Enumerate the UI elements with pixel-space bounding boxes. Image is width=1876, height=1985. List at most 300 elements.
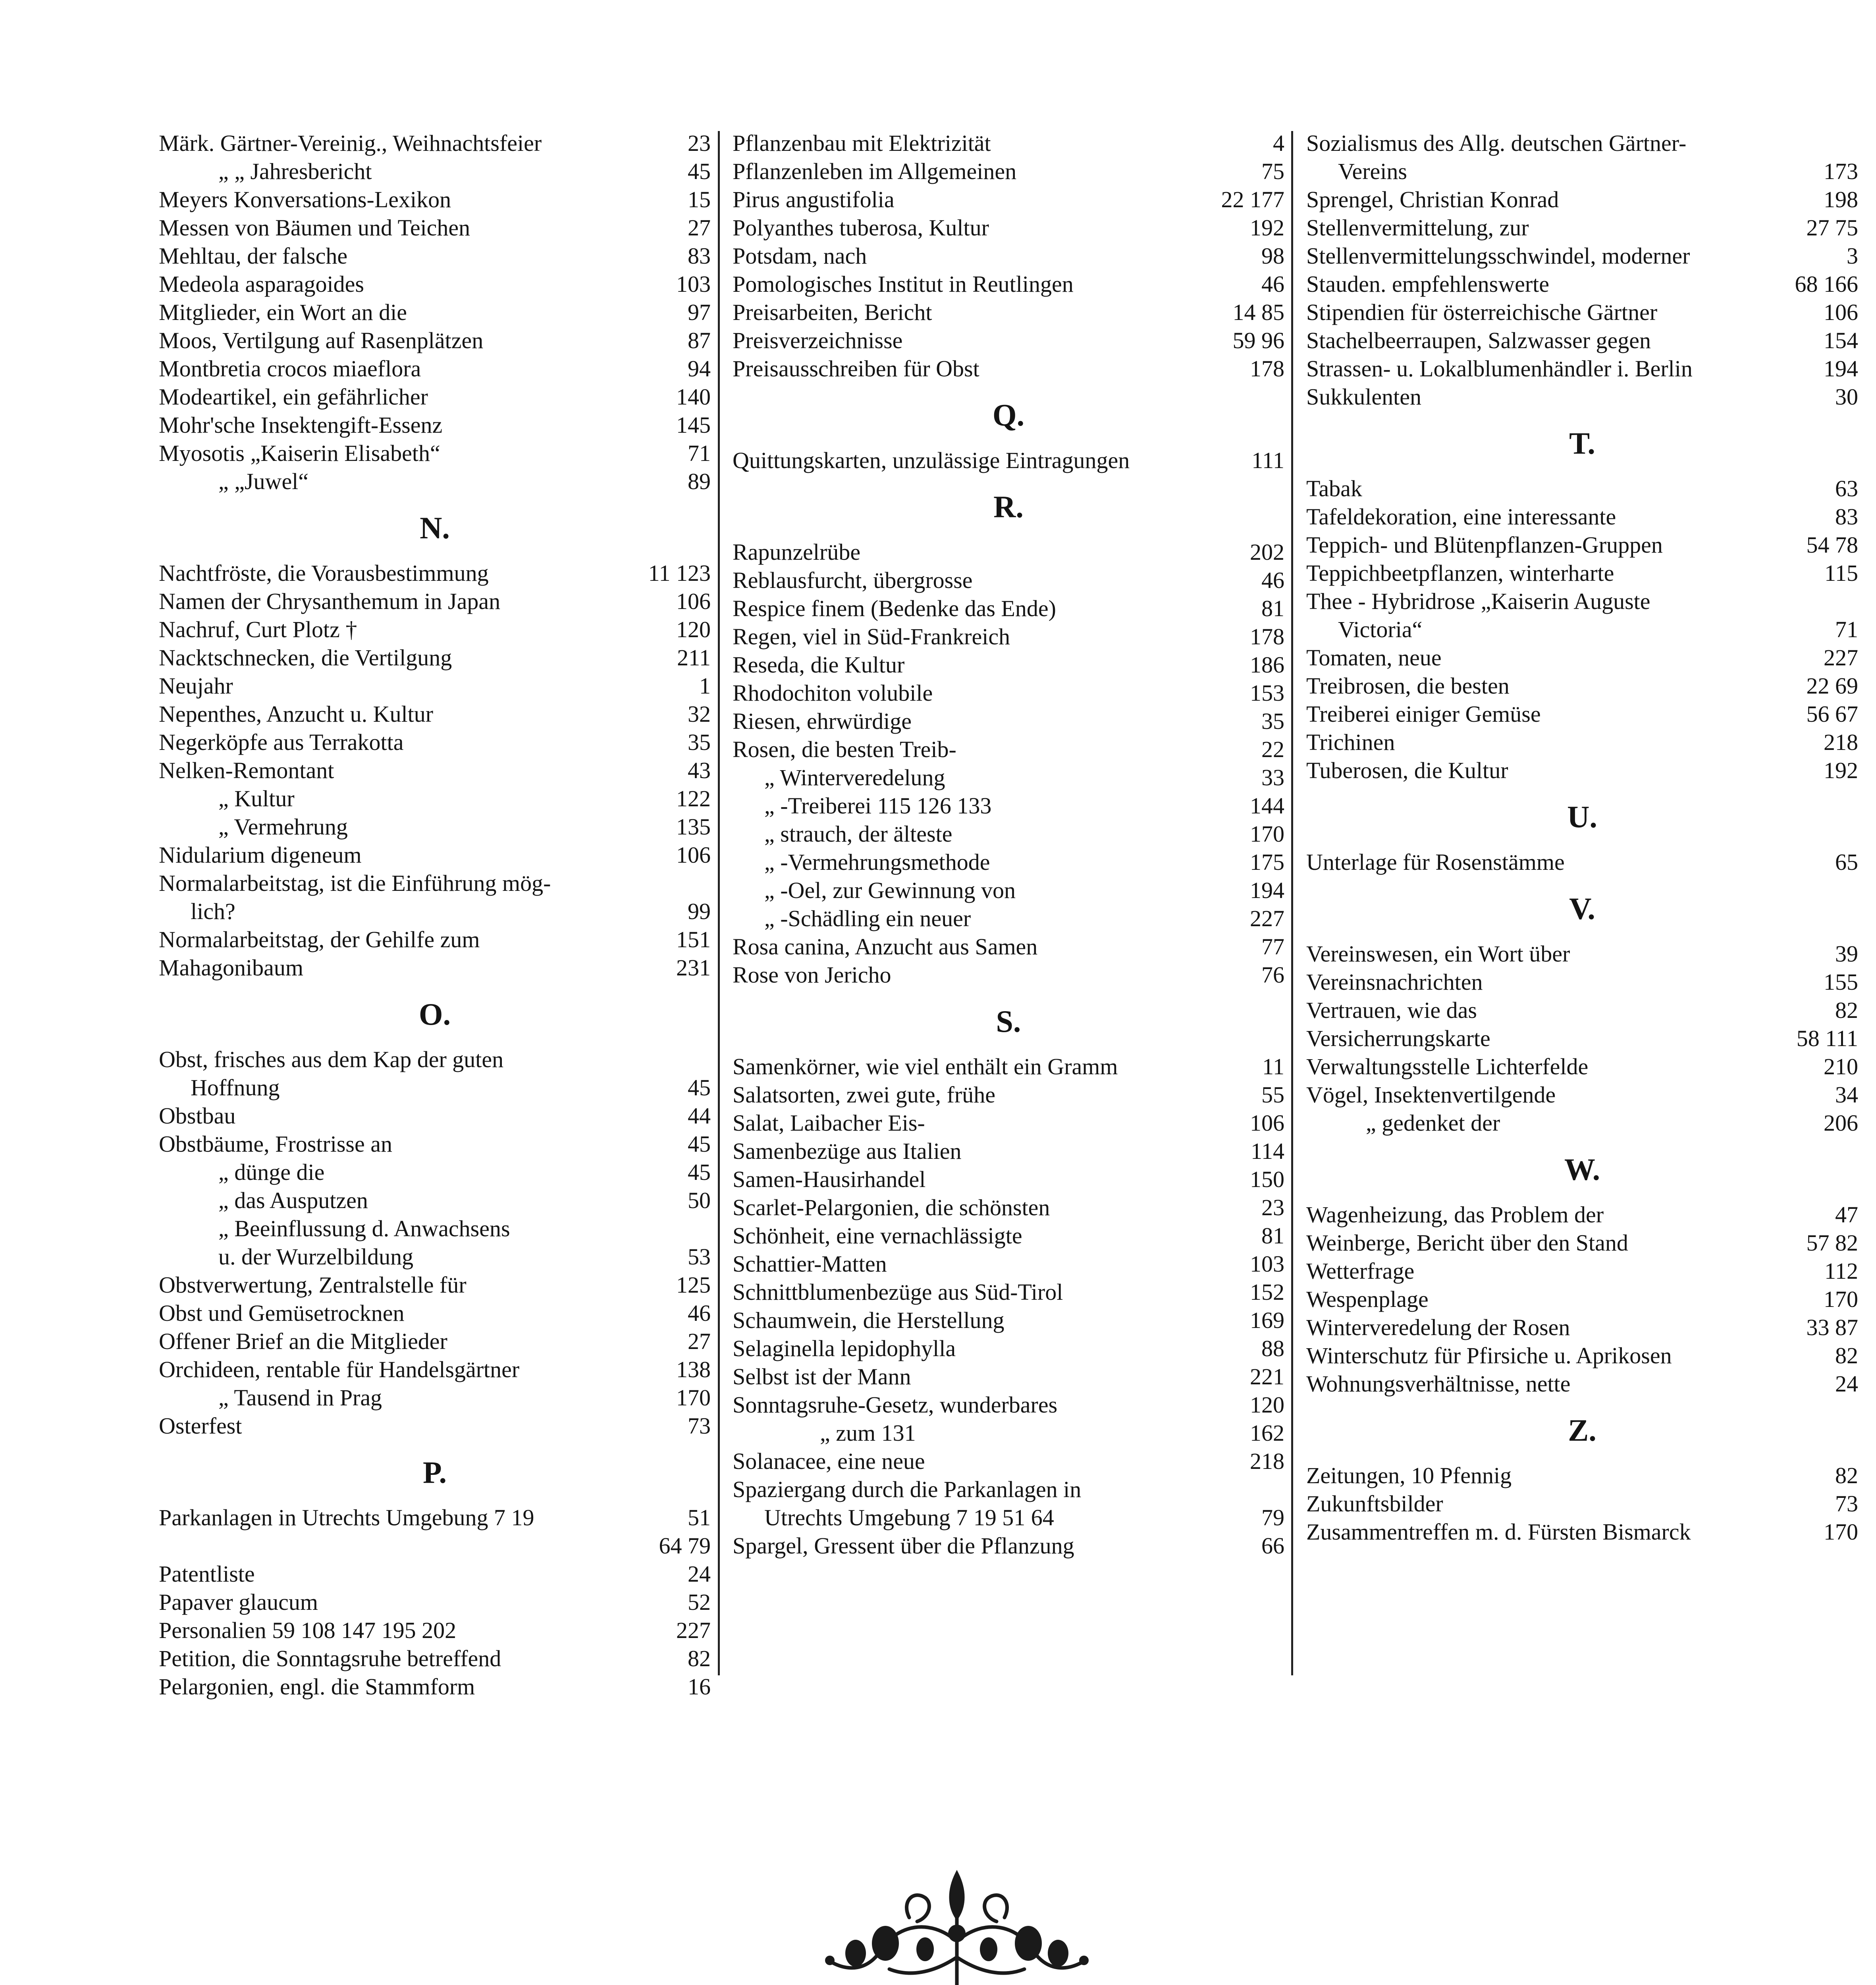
entry-pages: 32 — [688, 701, 711, 727]
index-entry — [1306, 996, 1858, 1024]
index-entry — [733, 904, 1284, 933]
column-divider-1 — [718, 131, 720, 1675]
index-entry — [733, 707, 1284, 735]
index-entry — [733, 1222, 1284, 1250]
entry-title: „ strauch, der älteste — [764, 821, 952, 847]
index-entry — [733, 298, 1284, 326]
entry-pages: 114 — [1251, 1138, 1284, 1164]
entry-pages: 170 — [1824, 1286, 1858, 1312]
index-entry — [1306, 1201, 1858, 1229]
entry-title: Nacktschnecken, die Vertilgung — [159, 645, 452, 671]
index-column-3 — [1306, 129, 1858, 1546]
index-entry — [733, 763, 1284, 792]
entry-title: Samenbezüge aus Italien — [733, 1138, 962, 1164]
index-entry — [159, 1102, 711, 1130]
entry-title: „ Beeinflussung d. Anwachsens — [218, 1216, 510, 1241]
index-entry — [159, 1158, 711, 1186]
entry-title: u. der Wurzelbildung — [218, 1244, 414, 1270]
entry-title: Spaziergang durch die Parkanlagen in — [733, 1476, 1082, 1502]
entry-title: Salat, Laibacher Eis- — [733, 1110, 925, 1136]
index-entry — [733, 1391, 1284, 1419]
entry-pages: 125 — [676, 1272, 711, 1298]
entry-title: Negerköpfe aus Terrakotta — [159, 729, 404, 755]
entry-title: Rosa canina, Anzucht aus Samen — [733, 934, 1038, 960]
entry-pages: 45 — [688, 1075, 711, 1100]
entry-title: Sprengel, Christian Konrad — [1306, 187, 1559, 212]
index-entry — [733, 1193, 1284, 1222]
index-entry — [733, 651, 1284, 679]
entry-title: Nidularium digeneum — [159, 842, 362, 868]
entry-pages: 138 — [676, 1357, 711, 1382]
entry-pages: 103 — [1250, 1251, 1284, 1277]
index-entry — [733, 1532, 1284, 1560]
index-entry — [733, 129, 1284, 157]
entry-title: Pelargonien, engl. die Stammform — [159, 1674, 475, 1700]
entry-pages: 1 — [699, 673, 711, 699]
entry-pages: 23 — [1261, 1195, 1284, 1220]
index-entry — [733, 1475, 1284, 1503]
entry-pages: 83 — [1835, 504, 1858, 530]
index-entry — [733, 792, 1284, 820]
entry-title: Personalien 59 108 147 195 202 — [159, 1617, 457, 1643]
index-entry — [159, 784, 711, 813]
entry-title: Pflanzenleben im Allgemeinen — [733, 158, 1017, 184]
entry-pages: 54 78 — [1806, 532, 1858, 558]
index-entry — [1306, 587, 1858, 615]
entry-title: „ Vermehrung — [218, 814, 348, 840]
entry-title: Obstbau — [159, 1103, 236, 1129]
entry-title: Reblausfurcht, übergrosse — [733, 567, 973, 593]
entry-pages: 33 87 — [1806, 1314, 1858, 1340]
index-entry — [1306, 756, 1858, 784]
entry-pages: 151 — [676, 927, 711, 952]
index-entry — [1306, 531, 1858, 559]
entry-pages: 192 — [1824, 757, 1858, 783]
entry-title: Normalarbeitstag, ist die Einführung mög- — [159, 870, 551, 896]
entry-pages: 106 — [1824, 299, 1858, 325]
index-entry — [159, 1186, 711, 1214]
entry-title: Petition, die Sonntagsruhe betreffend — [159, 1646, 501, 1671]
index-entry — [1306, 1313, 1858, 1341]
index-entry — [159, 1299, 711, 1327]
index-entry — [733, 679, 1284, 707]
index-entry — [733, 848, 1284, 876]
entry-pages: 45 — [688, 158, 711, 184]
entry-pages: 35 — [1261, 708, 1284, 734]
entry-pages: 122 — [676, 786, 711, 811]
entry-title: Quittungskarten, unzulässige Eintragungen — [733, 447, 1130, 473]
floral-ornament-icon — [818, 1858, 1096, 1985]
entry-title: „ Winterveredelung — [764, 765, 945, 790]
index-entry — [733, 242, 1284, 270]
index-entry — [159, 1243, 711, 1271]
index-entry — [733, 1503, 1284, 1532]
entry-pages: 33 — [1261, 765, 1284, 790]
entry-pages: 22 — [1261, 736, 1284, 762]
entry-title: Obst und Gemüsetrocknen — [159, 1300, 405, 1326]
index-entry — [733, 185, 1284, 214]
entry-title: Selaginella lepidophylla — [733, 1336, 956, 1361]
entry-pages: 218 — [1824, 729, 1858, 755]
entry-title: Treiberei einiger Gemüse — [1306, 701, 1541, 727]
entry-title: Papaver glaucum — [159, 1589, 318, 1615]
index-entry — [1306, 185, 1858, 214]
entry-title: „ -Oel, zur Gewinnung von — [764, 877, 1016, 903]
entry-pages: 64 79 — [659, 1533, 711, 1559]
entry-title: Tabak — [1306, 476, 1362, 501]
entry-title: Stauden. empfehlenswerte — [1306, 271, 1550, 297]
index-entry — [159, 587, 711, 615]
entry-pages: 71 — [688, 440, 711, 466]
entry-title: Zusammentreffen m. d. Fürsten Bismarck — [1306, 1519, 1691, 1545]
entry-title: Obst, frisches aus dem Kap der guten — [159, 1046, 504, 1072]
section-heading: V. — [1569, 891, 1595, 926]
index-entry — [159, 1673, 711, 1701]
entry-pages: 3 — [1847, 243, 1858, 269]
index-entry — [159, 1214, 711, 1243]
index-entry — [733, 1419, 1284, 1447]
index-entry — [159, 383, 711, 411]
index-entry — [1306, 129, 1858, 157]
entry-pages: 120 — [676, 617, 711, 642]
entry-pages: 75 — [1261, 158, 1284, 184]
index-entry — [733, 1137, 1284, 1165]
entry-pages: 63 — [1835, 476, 1858, 501]
index-entry — [1306, 728, 1858, 756]
entry-pages: 35 — [688, 729, 711, 755]
index-entry — [1306, 1229, 1858, 1257]
entry-pages: 76 — [1261, 962, 1284, 988]
entry-pages: 206 — [1824, 1110, 1858, 1136]
entry-title: „ -Schädling ein neuer — [764, 906, 971, 931]
index-entry — [733, 1334, 1284, 1363]
entry-pages: 27 — [688, 215, 711, 241]
entry-pages: 57 82 — [1806, 1230, 1858, 1256]
index-entry — [733, 538, 1284, 566]
entry-title: Meyers Konversations-Lexikon — [159, 187, 451, 212]
index-entry — [733, 594, 1284, 622]
entry-pages: 173 — [1824, 158, 1858, 184]
entry-pages: 22 177 — [1221, 187, 1284, 212]
index-entry — [159, 270, 711, 298]
entry-title: Modeartikel, ein gefährlicher — [159, 384, 428, 410]
index-entry — [733, 446, 1284, 474]
index-entry — [159, 1355, 711, 1384]
index-entry — [733, 876, 1284, 904]
index-entry — [159, 644, 711, 672]
index-entry — [1306, 355, 1858, 383]
entry-pages: 22 69 — [1806, 673, 1858, 699]
index-entry — [159, 1588, 711, 1616]
entry-pages: 144 — [1250, 793, 1284, 819]
index-entry — [159, 756, 711, 784]
entry-pages: 152 — [1250, 1279, 1284, 1305]
index-entry — [159, 1532, 711, 1560]
entry-pages: 169 — [1250, 1307, 1284, 1333]
entry-pages: 103 — [676, 271, 711, 297]
entry-pages: 231 — [676, 955, 711, 981]
entry-pages: 98 — [1261, 243, 1284, 269]
index-entry — [1306, 1461, 1858, 1490]
index-entry — [733, 1052, 1284, 1081]
entry-title: Vereins — [1338, 158, 1407, 184]
index-entry — [733, 933, 1284, 961]
entry-title: Pirus angustifolia — [733, 187, 895, 212]
entry-pages: 221 — [1250, 1364, 1284, 1390]
index-entry — [1306, 270, 1858, 298]
entry-title: Vögel, Insektenvertilgende — [1306, 1082, 1556, 1108]
index-entry — [159, 1644, 711, 1673]
section-heading: S. — [996, 1004, 1021, 1039]
entry-title: Zeitungen, 10 Pfennig — [1306, 1463, 1512, 1488]
entry-title: Osterfest — [159, 1413, 242, 1439]
index-entry — [1306, 672, 1858, 700]
index-entry — [733, 1109, 1284, 1137]
entry-pages: 77 — [1261, 934, 1284, 960]
entry-title: „ dünge die — [218, 1159, 325, 1185]
entry-title: Vertrauen, wie das — [1306, 997, 1477, 1023]
entry-title: Rosen, die besten Treib- — [733, 736, 956, 762]
index-entry — [733, 157, 1284, 185]
index-entry — [733, 1278, 1284, 1306]
index-entry — [159, 298, 711, 326]
entry-pages: 82 — [1835, 1463, 1858, 1488]
entry-pages: 79 — [1261, 1505, 1284, 1530]
entry-pages: 58 111 — [1796, 1025, 1858, 1051]
entry-pages: 16 — [688, 1674, 711, 1700]
entry-pages: 218 — [1250, 1448, 1284, 1474]
entry-title: Nelken-Remontant — [159, 757, 334, 783]
index-entry — [1306, 1285, 1858, 1313]
entry-pages: 27 75 — [1806, 215, 1858, 241]
entry-title: Sonntagsruhe-Gesetz, wunderbares — [733, 1392, 1058, 1418]
index-entry — [733, 270, 1284, 298]
entry-pages: 46 — [1261, 567, 1284, 593]
entry-title: Teppichbeetpflanzen, winterharte — [1306, 560, 1614, 586]
entry-pages: 24 — [1835, 1371, 1858, 1397]
entry-title: Rhodochiton volubile — [733, 680, 933, 706]
entry-pages: 154 — [1824, 328, 1858, 353]
entry-title: „ „Juwel“ — [218, 468, 309, 494]
entry-title: Stipendien für österreichische Gärtner — [1306, 299, 1658, 325]
index-entry — [1306, 214, 1858, 242]
entry-pages: 106 — [1250, 1110, 1284, 1136]
index-entry — [159, 841, 711, 869]
entry-title: Schönheit, eine vernachlässigte — [733, 1223, 1022, 1249]
entry-title: Tomaten, neue — [1306, 645, 1442, 671]
entry-title: Hoffnung — [191, 1075, 280, 1100]
entry-title: Messen von Bäumen und Teichen — [159, 215, 470, 241]
entry-pages: 170 — [1250, 821, 1284, 847]
entry-title: Vereinswesen, ein Wort über — [1306, 941, 1570, 967]
entry-pages: 202 — [1250, 539, 1284, 565]
index-entry — [1306, 848, 1858, 876]
index-entry — [1306, 503, 1858, 531]
index-entry — [733, 1363, 1284, 1391]
entry-pages: 112 — [1824, 1258, 1858, 1284]
index-entry — [1306, 157, 1858, 185]
index-entry — [159, 355, 711, 383]
entry-title: Sozialismus des Allg. deutschen Gärtner- — [1306, 130, 1687, 156]
entry-pages: 194 — [1250, 877, 1284, 903]
index-entry — [1306, 474, 1858, 503]
entry-pages: 135 — [676, 814, 711, 840]
entry-title: Orchideen, rentable für Handelsgärtner — [159, 1357, 520, 1382]
entry-title: Preisverzeichnisse — [733, 328, 903, 353]
entry-pages: 50 — [688, 1187, 711, 1213]
index-entry — [159, 214, 711, 242]
entry-pages: 140 — [676, 384, 711, 410]
section-heading: T. — [1569, 426, 1595, 461]
entry-pages: 45 — [688, 1131, 711, 1157]
entry-title: Winterschutz für Pfirsiche u. Aprikosen — [1306, 1343, 1672, 1368]
index-entry — [159, 1616, 711, 1644]
section-heading: U. — [1567, 800, 1597, 834]
index-entry — [159, 326, 711, 355]
entry-pages: 51 — [688, 1505, 711, 1530]
entry-pages: 170 — [676, 1385, 711, 1411]
entry-title: Parkanlagen in Utrechts Umgebung 7 19 — [159, 1505, 534, 1530]
entry-title: lich? — [191, 898, 235, 924]
index-entry — [159, 242, 711, 270]
entry-pages: 46 — [1261, 271, 1284, 297]
entry-pages: 53 — [688, 1244, 711, 1270]
section-heading: Z. — [1568, 1413, 1596, 1447]
entry-title: Salatsorten, zwei gute, frühe — [733, 1082, 995, 1108]
entry-pages: 47 — [1835, 1202, 1858, 1228]
index-entry — [159, 1560, 711, 1588]
entry-title: Scarlet-Pelargonien, die schönsten — [733, 1195, 1050, 1220]
entry-title: „ -Treiberei 115 126 133 — [764, 793, 992, 819]
index-entry — [159, 439, 711, 467]
entry-title: Mahagonibaum — [159, 955, 304, 981]
entry-title: Mehltau, der falsche — [159, 243, 348, 269]
entry-pages: 43 — [688, 757, 711, 783]
index-entry — [159, 1130, 711, 1158]
entry-title: Wagenheizung, das Problem der — [1306, 1202, 1604, 1228]
entry-pages: 227 — [1824, 645, 1858, 671]
index-entry — [1306, 1490, 1858, 1518]
entry-pages: 39 — [1835, 941, 1858, 967]
entry-pages: 227 — [676, 1617, 711, 1643]
entry-pages: 227 — [1250, 906, 1284, 931]
entry-title: Regen, viel in Süd-Frankreich — [733, 624, 1010, 649]
index-entry — [159, 1384, 711, 1412]
entry-title: Pflanzenbau mit Elektrizität — [733, 130, 991, 156]
entry-title: Sukkulenten — [1306, 384, 1421, 410]
entry-title: Märk. Gärtner-Vereinig., Weihnachtsfeier — [159, 130, 542, 156]
entry-pages: 210 — [1824, 1054, 1858, 1079]
entry-title: Obstbäume, Frostrisse an — [159, 1131, 392, 1157]
entry-pages: 34 — [1835, 1082, 1858, 1108]
entry-title: Schaumwein, die Herstellung — [733, 1307, 1005, 1333]
index-entry — [1306, 298, 1858, 326]
entry-title: Winterveredelung der Rosen — [1306, 1314, 1570, 1340]
entry-title: Potsdam, nach — [733, 243, 867, 269]
entry-pages: 162 — [1250, 1420, 1284, 1446]
entry-pages: 88 — [1261, 1336, 1284, 1361]
entry-pages: 192 — [1250, 215, 1284, 241]
entry-title: Preisausschreiben für Obst — [733, 356, 979, 382]
entry-title: Respice finem (Bedenke das Ende) — [733, 596, 1056, 621]
entry-pages: 14 85 — [1232, 299, 1284, 325]
entry-pages: 82 — [1835, 997, 1858, 1023]
entry-pages: 15 — [688, 187, 711, 212]
entry-pages: 115 — [1824, 560, 1858, 586]
entry-pages: 194 — [1824, 356, 1858, 382]
section-heading: P. — [423, 1455, 447, 1490]
entry-title: Utrechts Umgebung 7 19 51 64 — [764, 1505, 1054, 1530]
entry-title: Spargel, Gressent über die Pflanzung — [733, 1533, 1074, 1559]
entry-pages: 155 — [1824, 969, 1858, 995]
entry-title: Stachelbeerraupen, Salzwasser gegen — [1306, 328, 1651, 353]
entry-title: Selbst ist der Mann — [733, 1364, 911, 1390]
entry-title: Medeola asparagoides — [159, 271, 364, 297]
entry-title: Versicherrungskarte — [1306, 1025, 1490, 1051]
entry-title: Schattier-Matten — [733, 1251, 887, 1277]
index-entry — [159, 1073, 711, 1102]
index-entry — [159, 869, 711, 897]
index-entry — [159, 1503, 711, 1532]
index-entry — [159, 954, 711, 982]
entry-title: Preisarbeiten, Bericht — [733, 299, 932, 325]
entry-pages: 71 — [1835, 617, 1858, 642]
entry-title: Tafeldekoration, eine interessante — [1306, 504, 1616, 530]
section-heading: O. — [418, 997, 451, 1031]
entry-title: Weinberge, Bericht über den Stand — [1306, 1230, 1628, 1256]
index-entry — [733, 1081, 1284, 1109]
entry-pages: 11 — [1262, 1054, 1284, 1079]
index-entry — [159, 1412, 711, 1440]
entry-title: Solanacee, eine neue — [733, 1448, 925, 1474]
entry-title: Wespenplage — [1306, 1286, 1429, 1312]
entry-title: „ Kultur — [218, 786, 295, 811]
entry-pages: 106 — [676, 842, 711, 868]
index-entry — [1306, 1109, 1858, 1137]
index-entry — [733, 961, 1284, 989]
entry-pages: 120 — [1250, 1392, 1284, 1418]
entry-pages: 68 166 — [1795, 271, 1858, 297]
entry-pages: 99 — [688, 898, 711, 924]
entry-title: Wohnungsverhältnisse, nette — [1306, 1371, 1571, 1397]
index-entry — [733, 1165, 1284, 1193]
entry-title: Teppich- und Blütenpflanzen-Gruppen — [1306, 532, 1663, 558]
entry-title: Namen der Chrysanthemum in Japan — [159, 588, 501, 614]
entry-title: Thee - Hybridrose „Kaiserin Auguste — [1306, 588, 1650, 614]
index-entry — [1306, 326, 1858, 355]
entry-title: Stellenvermittelung, zur — [1306, 215, 1529, 241]
entry-pages: 66 — [1261, 1533, 1284, 1559]
entry-title: Mitglieder, ein Wort an die — [159, 299, 407, 325]
index-entry — [733, 566, 1284, 594]
index-entry — [159, 411, 711, 439]
index-entry — [159, 1327, 711, 1355]
entry-title: Obstverwertung, Zentralstelle für — [159, 1272, 467, 1298]
index-entry — [733, 820, 1284, 848]
index-entry — [1306, 559, 1858, 587]
index-entry — [1306, 383, 1858, 411]
entry-title: Nepenthes, Anzucht u. Kultur — [159, 701, 434, 727]
entry-title: Reseda, die Kultur — [733, 652, 905, 678]
entry-pages: 211 — [677, 645, 711, 671]
entry-title: Nachruf, Curt Plotz † — [159, 617, 357, 642]
entry-title: Vereinsnachrichten — [1306, 969, 1483, 995]
entry-pages: 23 — [688, 130, 711, 156]
index-entry — [159, 559, 711, 587]
index-entry — [733, 355, 1284, 383]
entry-title: Treibrosen, die besten — [1306, 673, 1510, 699]
entry-title: „ Tausend in Prag — [218, 1385, 382, 1411]
